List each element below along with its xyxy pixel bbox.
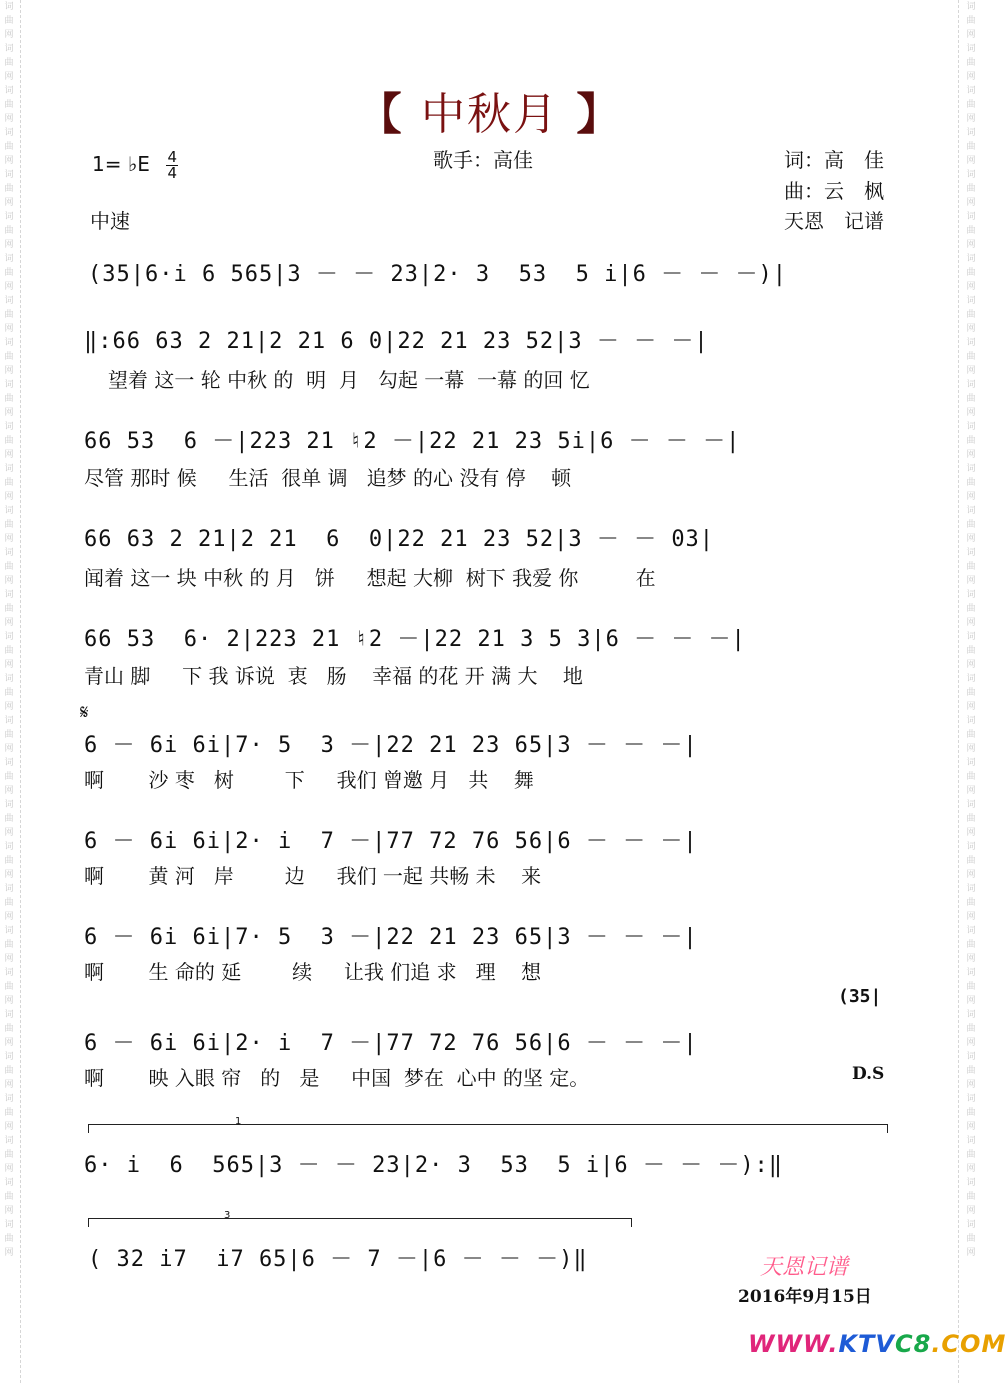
key-signature <box>92 150 178 181</box>
transcriber-stamp: 天恩记谱 <box>760 1255 849 1280</box>
third-ending-number: 3 <box>224 1210 231 1221</box>
site-name-part1: KTV <box>838 1330 895 1358</box>
margin-guide-right <box>958 0 959 1383</box>
line-6-lyric: 啊 黄 河 岸 边 我们 一起 共畅 未 来 <box>84 864 542 888</box>
line-4-notes: 66 53 6· 2|223 21 ♮2 －|22 21 3 5 3|6 － － －| <box>84 627 746 652</box>
page-title <box>0 78 980 142</box>
song-title: 中秋月 <box>421 89 559 140</box>
line-2-notes: 66 53 6 －|223 21 ♮2 －|22 21 23 5i|6 － － －| <box>84 429 741 454</box>
line-3-lyric: 闻着 这一 块 中秋 的 月 饼 想起 大柳 树下 我爱 你 在 <box>84 566 656 590</box>
line-7-lyric: 啊 生 命的 延 续 让我 们追 求 理 想 <box>84 960 542 984</box>
watermark-left: 词曲网 词曲网 词曲网 词曲网 词曲网 词曲网 词曲网 词曲网 词曲网 词曲网 词曲网 词曲网 词曲网 词曲网 词曲网 词曲网 词曲网 词曲网 词曲网 词曲网 词曲网 词曲网 词曲网 词曲网 词曲网 词曲网 词曲网 词曲网 词曲网 词曲网 <box>4 2 14 1258</box>
first-ending-bracket <box>88 1124 888 1133</box>
singer-credit: 歌手：高佳 <box>433 148 533 172</box>
intro-notes: (35|6·i 6 565|3 － － 23|2· 3 53 5 i|6 － － －)| <box>88 262 788 287</box>
key-label: 1= ♭E <box>92 152 150 176</box>
watermark-right: 词曲网 词曲网 词曲网 词曲网 词曲网 词曲网 词曲网 词曲网 词曲网 词曲网 词曲网 词曲网 词曲网 词曲网 词曲网 词曲网 词曲网 词曲网 词曲网 词曲网 词曲网 词曲网 词曲网 词曲网 词曲网 词曲网 词曲网 词曲网 词曲网 词曲网 <box>966 2 976 1258</box>
line-8-lyric: 啊 映 入眼 帘 的 是 中国 梦在 心中 的坚 定。 <box>84 1066 590 1090</box>
site-name-part2: C8 <box>895 1330 932 1358</box>
title-bracket-left: 【 <box>357 89 421 140</box>
line-5-lyric: 啊 沙 枣 树 下 我们 曾邀 月 共 舞 <box>84 768 534 792</box>
line-2-lyric: 尽管 那时 候 生活 很单 调 追梦 的心 没有 停 顿 <box>84 466 572 490</box>
lyricist-credit: 词：高 佳 <box>784 148 884 172</box>
first-ending-number: 1 <box>235 1116 242 1127</box>
dal-segno: D.S <box>852 1064 885 1084</box>
composer-credit: 曲：云 枫 <box>784 179 884 203</box>
third-ending-notes: ( 32 i7 i7 65|6 － 7 －|6 － － －)‖ <box>88 1247 588 1272</box>
line-3-notes: 66 63 2 21|2 21 6 0|22 21 23 52|3 － － 03| <box>84 527 715 552</box>
time-top: 4 <box>167 148 178 166</box>
line-5-notes: 6 － 6i 6i|7· 5 3 －|22 21 23 65|3 － － －| <box>84 733 698 758</box>
transcription-date: 2016年9月15日 <box>738 1287 872 1307</box>
site-suffix: .COM <box>931 1330 1006 1358</box>
line-7-notes: 6 － 6i 6i|7· 5 3 －|22 21 23 65|3 － － －| <box>84 925 698 950</box>
line-1-notes: ‖:66 63 2 21|2 21 6 0|22 21 23 52|3 － － －| <box>84 329 709 354</box>
third-ending-bracket <box>88 1218 632 1227</box>
time-signature <box>166 150 178 181</box>
line-4-lyric: 青山 脚 下 我 诉说 衷 肠 幸福 的花 开 满 大 地 <box>84 664 583 688</box>
margin-guide-left <box>20 0 21 1383</box>
time-bottom: 4 <box>167 164 178 182</box>
title-bracket-right: 】 <box>559 89 623 140</box>
site-logo[interactable] <box>748 1330 1006 1358</box>
transcriber-credit: 天恩 记谱 <box>784 209 884 233</box>
line-8-notes: 6 － 6i 6i|2· i 7 －|77 72 76 56|6 － － －| <box>84 1031 698 1056</box>
line-6-notes: 6 － 6i 6i|2· i 7 －|77 72 76 56|6 － － －| <box>84 829 698 854</box>
first-ending-notes: 6· i 6 565|3 － － 23|2· 3 53 5 i|6 － － －):‖ <box>84 1153 784 1178</box>
line-1-lyric: 望着 这一 轮 中秋 的 明 月 勾起 一幕 一幕 的回 忆 <box>108 368 590 392</box>
cue-notes: (35| <box>838 986 882 1007</box>
segno-sign: 𝄋 <box>80 700 89 724</box>
tempo-marking: 中速 <box>90 209 130 233</box>
site-prefix: WWW. <box>748 1330 839 1358</box>
